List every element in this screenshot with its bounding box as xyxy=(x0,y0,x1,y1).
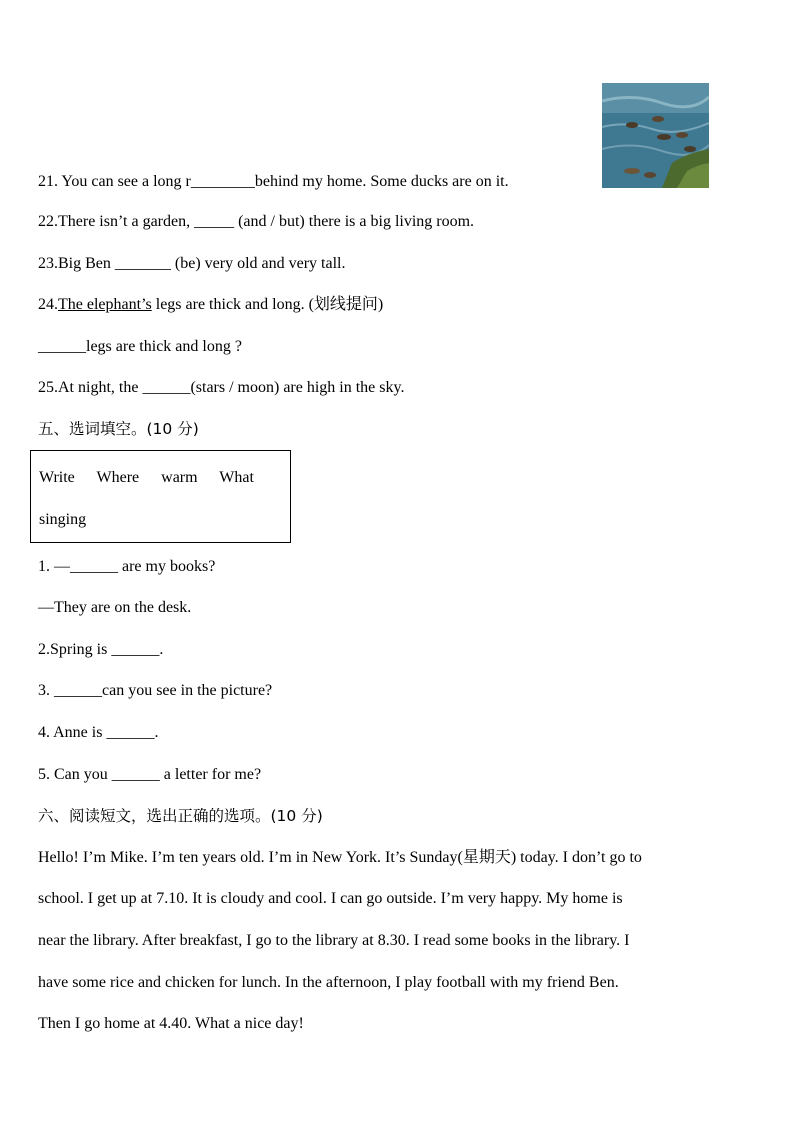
question-23: 23.Big Ben _______ (be) very old and very tall. xyxy=(38,255,346,272)
word-bank-word: What xyxy=(219,469,254,486)
word-bank-word: warm xyxy=(161,469,198,486)
passage-line: Hello! I’m Mike. I’m ten years old. I’m in New York. It’s Sunday(星期天) today. I don’t go to xyxy=(38,849,642,866)
section-5-item: 5. Can you ______ a letter for me? xyxy=(38,766,262,783)
question-24-number: 24. xyxy=(38,296,58,313)
section-5-item: 2.Spring is ______. xyxy=(38,641,164,658)
section-5-item: 3. ______can you see in the picture? xyxy=(38,682,273,699)
word-bank-word: Where xyxy=(96,469,140,486)
word-bank-word: Write xyxy=(39,469,75,486)
underlined-phrase: The elephant’s xyxy=(58,296,152,313)
passage-line: near the library. After breakfast, I go to the library at 8.30. I read some books in the library. I xyxy=(38,932,630,949)
word-bank-row-1 xyxy=(39,468,254,488)
question-24-rest: legs are thick and long. (划线提问) xyxy=(151,296,384,313)
passage-line: Then I go home at 4.40. What a nice day! xyxy=(38,1015,304,1032)
section-6-title: 六、阅读短文，选出正确的选项。(10 分) xyxy=(38,807,323,825)
section-5-title: 五、选词填空。(10 分) xyxy=(38,420,199,438)
word-bank-row-2 xyxy=(39,510,86,530)
section-5-item: 4. Anne is ______. xyxy=(38,724,159,741)
pond-ducks-image xyxy=(602,83,709,188)
question-24 xyxy=(38,295,383,315)
question-24-answer-line: ______legs are thick and long ? xyxy=(38,338,242,355)
word-bank-box xyxy=(30,450,291,543)
section-5-item: 1. —______ are my books? xyxy=(38,558,216,575)
question-25: 25.At night, the ______(stars / moon) are high in the sky. xyxy=(38,379,405,396)
section-5-item: —They are on the desk. xyxy=(38,599,192,616)
passage-line: have some rice and chicken for lunch. In the afternoon, I play football with my friend Ben. xyxy=(38,974,619,991)
passage-line: school. I get up at 7.10. It is cloudy and cool. I can go outside. I’m very happy. My home is xyxy=(38,890,623,907)
pond-ducks-photo xyxy=(602,83,709,188)
word-bank-word: singing xyxy=(39,511,87,528)
question-21: 21. You can see a long r________behind my home. Some ducks are on it. xyxy=(38,173,509,190)
question-22: 22.There isn’t a garden, _____ (and / but) there is a big living room. xyxy=(38,213,475,230)
